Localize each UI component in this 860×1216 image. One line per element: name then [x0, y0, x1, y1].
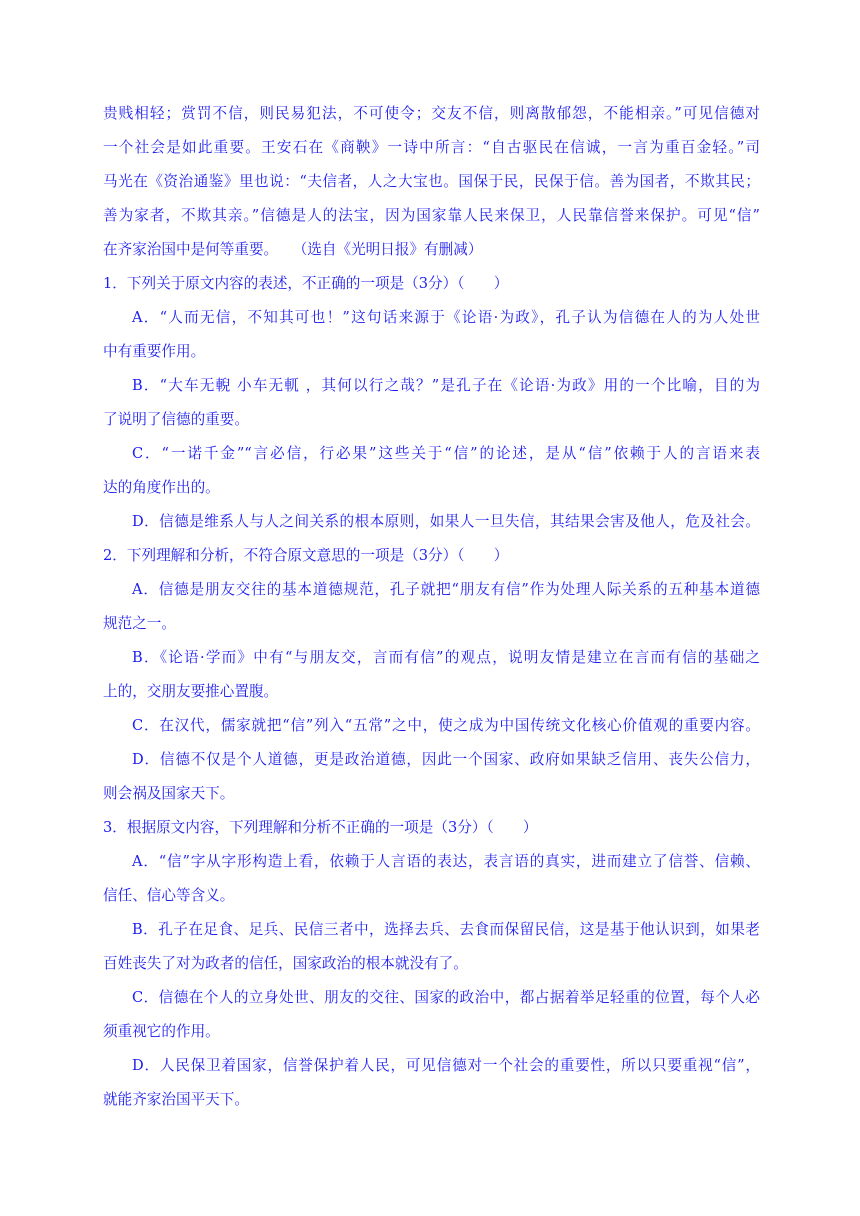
question-2-option-b-cont: 上的，交朋友要推心置腹。 [103, 683, 279, 700]
question-2-option-a: A．信德是朋友交往的基本道德规范，孔子就把“朋友有信”作为处理人际关系的五种基本道德 [132, 581, 760, 598]
question-3-option-b-cont: 百姓丧失了对为政者的信任，国家政治的根本就没有了。 [103, 955, 468, 972]
question-3-option-b: B．孔子在足食、足兵、民信三者中，选择去兵、去食而保留民信，这是基于他认识到，如果老 [132, 921, 760, 938]
question-3-option-c-cont: 须重视它的作用。 [103, 1023, 220, 1040]
question-2-option-d-cont: 则会祸及国家天下。 [103, 785, 235, 802]
question-1-option-b-cont: 了说明了信德的重要。 [103, 411, 249, 428]
question-3-option-c: C．信德在个人的立身处世、朋友的交往、国家的政治中，都占据着举足轻重的位置，每个人必 [132, 989, 760, 1006]
question-1-option-b: B．“大车无輗 小车无軏 ，其何以行之哉？”是孔子在《论语·为政》用的一个比喻，目的为 [132, 377, 760, 394]
question-2-stem: 2．下列理解和分析，不符合原文意思的一项是（3分）（ ） [103, 547, 509, 564]
question-1-option-c: C．“一诺千金”“言必信，行必果”这些关于“信”的论述，是从“信”依赖于人的言语来表 [132, 445, 760, 462]
passage-line: 一个社会是如此重要。王安石在《商鞅》一诗中所言：“自古驱民在信诚，一言为重百金轻。”司 [103, 139, 760, 156]
question-2-option-c: C．在汉代，儒家就把“信”列入“五常”之中，使之成为中国传统文化核心价值观的重要内容。 [132, 717, 760, 734]
passage-line: 贵贱相轻；赏罚不信，则民易犯法，不可使令；交友不信，则离散郁怨，不能相亲。”可见信德对 [103, 105, 760, 122]
question-2-option-a-cont: 规范之一。 [103, 615, 176, 632]
question-1-option-c-cont: 达的角度作出的。 [103, 479, 220, 496]
question-1-option-a: A．“人而无信，不知其可也！”这句话来源于《论语·为政》，孔子认为信德在人的为人处世 [132, 309, 760, 326]
passage-line: 善为家者，不欺其亲。”信德是人的法宝，因为国家靠人民来保卫，人民靠信誉来保护。可见“信” [103, 207, 760, 224]
question-2-option-b: B．《论语·学而》中有“与朋友交，言而有信”的观点，说明友情是建立在言而有信的基础之 [132, 649, 760, 666]
question-1-option-a-cont: 中有重要作用。 [103, 343, 206, 360]
question-3-option-d-cont: 就能齐家治国平天下。 [103, 1091, 249, 1108]
passage-line: 马光在《资治通鉴》里也说：“夫信者，人之大宝也。国保于民，民保于信。善为国者，不欺其民； [103, 173, 760, 190]
question-2-option-d: D．信德不仅是个人道德，更是政治道德，因此一个国家、政府如果缺乏信用、丧失公信力， [132, 751, 760, 768]
question-3-option-d: D．人民保卫着国家，信誉保护着人民，可见信德对一个社会的重要性，所以只要重视“信”， [132, 1057, 760, 1074]
passage-source-line: 在齐家治国中是何等重要。 （选自《光明日报》有删减） [103, 241, 483, 258]
question-3-stem: 3．根据原文内容，下列理解和分析不正确的一项是（3分）（ ） [103, 819, 538, 836]
question-3-option-a: A．“信”字从字形构造上看，依赖于人言语的表达，表言语的真实，进而建立了信誉、信赖、 [132, 853, 760, 870]
question-1-stem: 1．下列关于原文内容的表述，不正确的一项是（3分）（ ） [103, 275, 509, 292]
question-1-option-d: D．信德是维系人与人之间关系的根本原则，如果人一旦失信，其结果会害及他人，危及社会。 [132, 513, 760, 530]
question-3-option-a-cont: 信任、信心等含义。 [103, 887, 235, 904]
